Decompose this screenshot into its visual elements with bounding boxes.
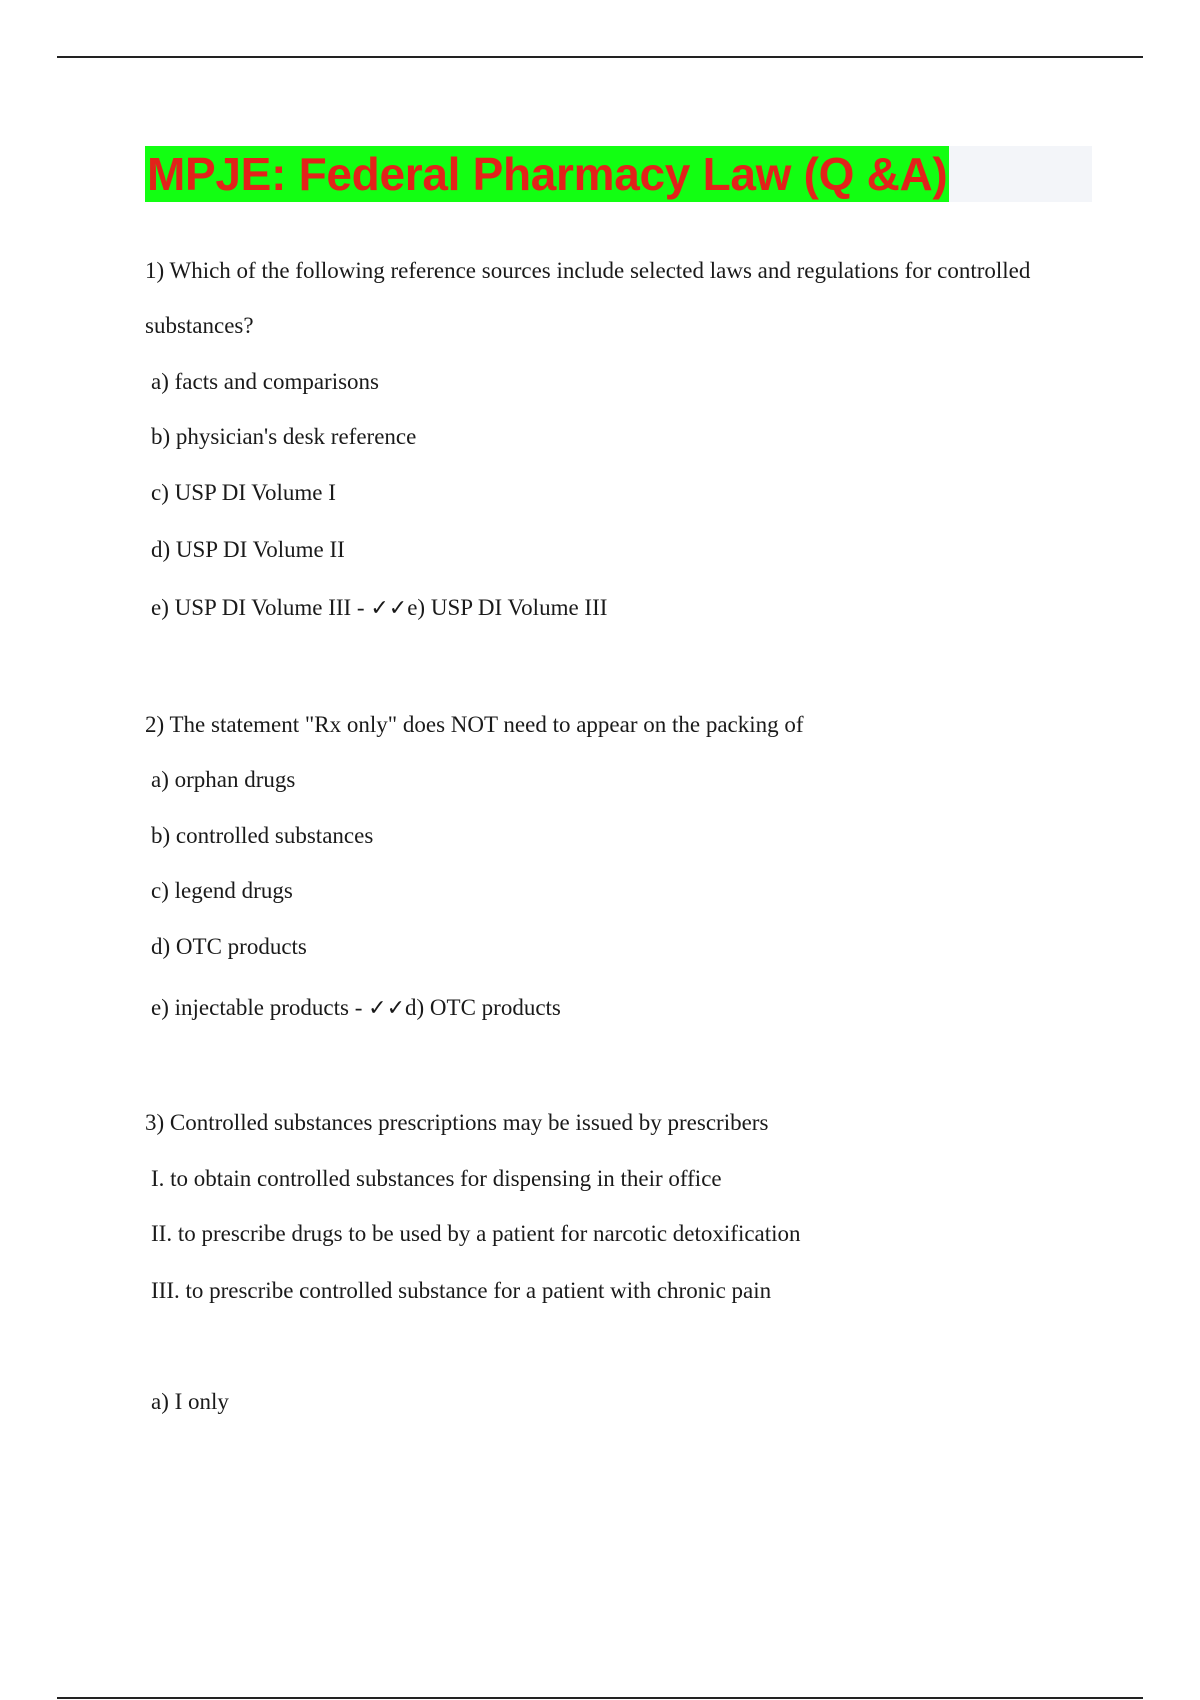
question-1-option-d: d) USP DI Volume II bbox=[151, 537, 345, 562]
question-3-statement-2: II. to prescribe drugs to be used by a patient for narcotic detoxification bbox=[151, 1221, 801, 1246]
question-2-option-d: d) OTC products bbox=[151, 934, 307, 959]
question-1-option-c: c) USP DI Volume I bbox=[151, 480, 336, 505]
question-2-option-a: a) orphan drugs bbox=[151, 767, 296, 792]
double-check-icon: ✓✓ bbox=[370, 596, 408, 621]
footer-rule bbox=[57, 1697, 1143, 1699]
question-1-answer: e) USP DI Volume III bbox=[407, 595, 608, 620]
question-1-option-e-with-answer bbox=[151, 593, 607, 624]
question-2-option-e: e) injectable products - bbox=[151, 995, 369, 1020]
question-2-text: 2) The statement "Rx only" does NOT need to appear on the packing of bbox=[145, 712, 804, 737]
question-1-option-e: e) USP DI Volume III - bbox=[151, 595, 371, 620]
question-1-option-b: b) physician's desk reference bbox=[151, 424, 417, 449]
question-1-text-line-1: 1) Which of the following reference sources include selected laws and regulations for controlled bbox=[145, 258, 1031, 283]
question-1-text-line-2: substances? bbox=[145, 313, 254, 338]
title-band bbox=[145, 146, 1092, 202]
document-title: MPJE: Federal Pharmacy Law (Q &A) bbox=[147, 148, 948, 200]
question-3-option-a: a) I only bbox=[151, 1389, 229, 1414]
question-2-option-b: b) controlled substances bbox=[151, 823, 374, 848]
question-3-text: 3) Controlled substances prescriptions may be issued by prescribers bbox=[145, 1110, 769, 1135]
double-check-icon: ✓✓ bbox=[368, 996, 406, 1021]
question-3-statement-1: I. to obtain controlled substances for dispensing in their office bbox=[151, 1166, 722, 1191]
question-3-statement-3: III. to prescribe controlled substance for a patient with chronic pain bbox=[151, 1278, 772, 1303]
question-1-option-a: a) facts and comparisons bbox=[151, 369, 380, 394]
question-2-answer: d) OTC products bbox=[405, 995, 561, 1020]
header-rule bbox=[57, 56, 1143, 58]
question-2-option-c: c) legend drugs bbox=[151, 878, 293, 903]
question-2-option-e-with-answer bbox=[151, 993, 561, 1024]
